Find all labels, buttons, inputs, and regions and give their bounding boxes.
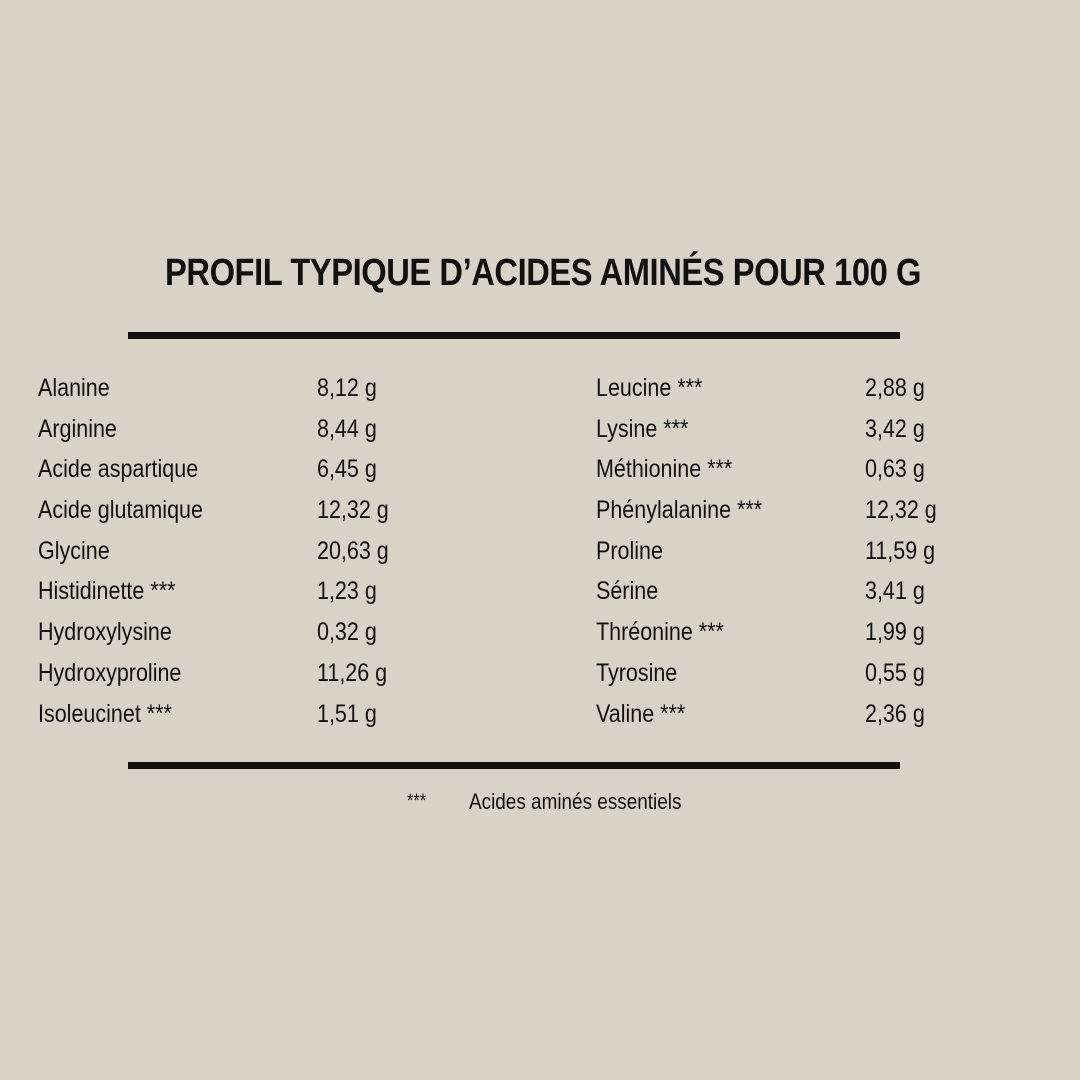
amino-acid-value: 0,63 g bbox=[865, 455, 925, 484]
amino-acid-name: Glycine bbox=[38, 536, 110, 565]
amino-acid-name: Alanine bbox=[38, 374, 110, 402]
amino-acid-name: Proline bbox=[596, 536, 663, 565]
amino-acid-value: 20,63 g bbox=[317, 536, 389, 565]
amino-acid-value: 8,12 g bbox=[317, 374, 377, 402]
top-divider bbox=[128, 332, 900, 339]
amino-acid-value: 6,45 g bbox=[317, 455, 377, 484]
amino-acid-value: 2,36 g bbox=[865, 699, 925, 728]
amino-acid-value: 0,32 g bbox=[317, 618, 377, 647]
amino-acid-value: 3,42 g bbox=[865, 414, 925, 443]
bottom-divider bbox=[128, 762, 900, 769]
amino-acid-name: Hydroxyproline bbox=[38, 658, 182, 687]
footnote-text: Acides aminés essentiels bbox=[469, 789, 682, 814]
amino-acid-value: 12,32 g bbox=[865, 496, 937, 525]
amino-acid-value: 2,88 g bbox=[865, 374, 925, 402]
page-title: PROFIL TYPIQUE D’ACIDES AMINÉS POUR 100 G bbox=[165, 252, 921, 294]
amino-acid-name: Hydroxylysine bbox=[38, 618, 172, 647]
amino-acid-value: 1,99 g bbox=[865, 618, 925, 647]
amino-acid-name: Acide glutamique bbox=[38, 496, 203, 525]
amino-acid-value: 3,41 g bbox=[865, 577, 925, 606]
amino-acid-name: Acide aspartique bbox=[38, 455, 199, 484]
amino-acid-name: Tyrosine bbox=[596, 658, 678, 687]
amino-acid-name: Valine *** bbox=[596, 699, 686, 728]
amino-acid-name: Sérine bbox=[596, 577, 659, 606]
amino-acid-name: Leucine *** bbox=[596, 374, 703, 402]
amino-acid-value: 12,32 g bbox=[317, 496, 389, 525]
amino-acid-name: Isoleucinet *** bbox=[38, 699, 172, 728]
amino-acid-name: Méthionine *** bbox=[596, 455, 733, 484]
amino-acid-name: Lysine *** bbox=[596, 414, 689, 443]
amino-acid-name: Phénylalanine *** bbox=[596, 496, 763, 525]
footnote bbox=[0, 786, 1080, 818]
amino-acid-name: Histidinette *** bbox=[38, 577, 176, 606]
amino-acid-value: 1,51 g bbox=[317, 699, 377, 728]
amino-acid-value: 11,26 g bbox=[317, 658, 388, 687]
amino-acid-name: Thréonine *** bbox=[596, 618, 724, 647]
amino-acid-value: 8,44 g bbox=[317, 414, 377, 443]
amino-acid-value: 11,59 g bbox=[865, 536, 936, 565]
amino-acid-value: 1,23 g bbox=[317, 577, 377, 606]
amino-acid-name: Arginine bbox=[38, 414, 117, 443]
footnote-mark: *** bbox=[407, 791, 427, 812]
amino-acid-value: 0,55 g bbox=[865, 658, 925, 687]
